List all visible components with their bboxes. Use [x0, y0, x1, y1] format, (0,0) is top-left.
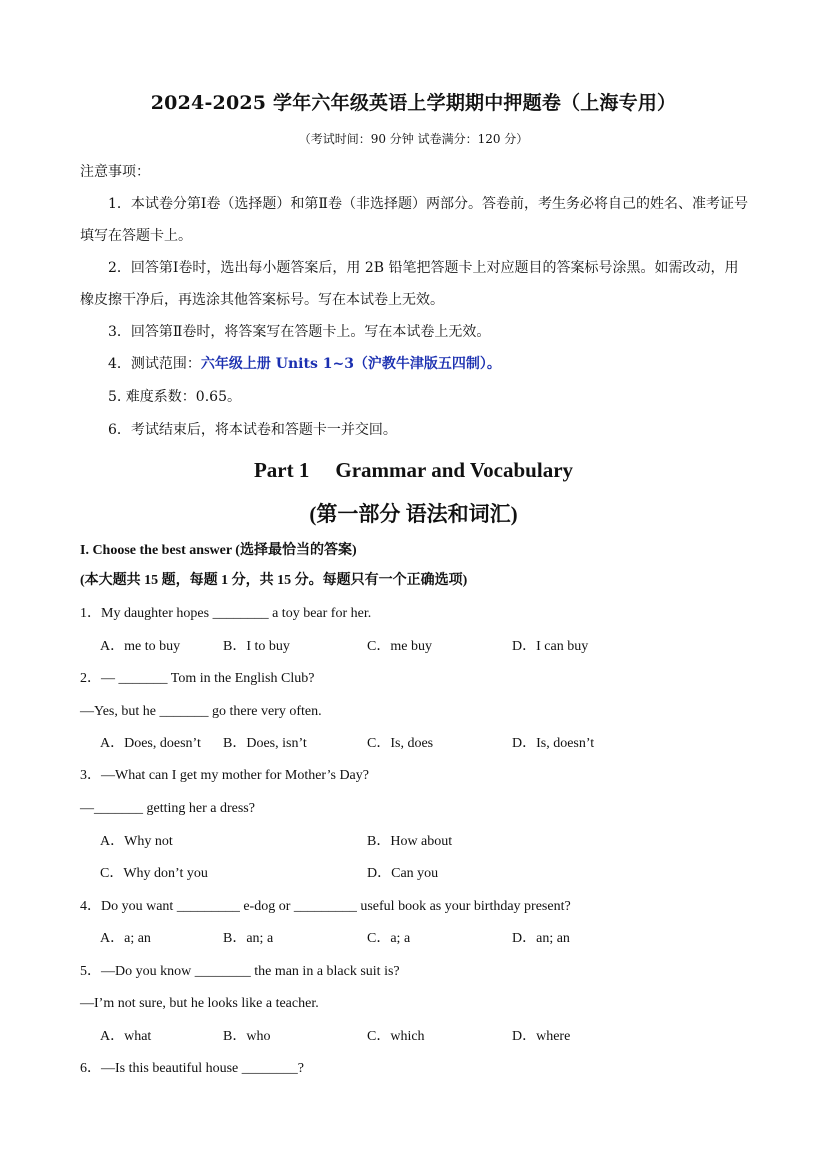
q5-option-b: B．who — [223, 1029, 271, 1044]
q3-option-d: D．Can you — [367, 866, 439, 881]
q1-option-b: B．I to buy — [223, 639, 290, 654]
q1-option-a: A．me to buy — [100, 639, 181, 654]
note-item-2: 2．回答第Ⅰ卷时，选出每小题答案后，用 2B 铅笔把答题卡上对应题目的答案标号涂黑。如需改动，用橡皮擦干净后，再选涂其他答案标号。写在本试卷上无效。 — [80, 260, 739, 308]
question-6: 6．—Is this beautiful house ________? — [80, 1061, 304, 1076]
exam-subtitle: （考试时间：90 分钟 试卷满分：120 分） — [298, 132, 529, 146]
question-1: 1．My daughter hopes ________ a toy bear for her. — [80, 606, 372, 621]
q4-option-d: D．an; an — [512, 931, 570, 946]
section-rule: (本大题共 15 题，每题 1 分，共 15 分。每题只有一个正确选项) — [80, 573, 468, 588]
section-heading: I. Choose the best answer (选择最恰当的答案) — [80, 543, 357, 558]
question-3-line-2: —_______ getting her a dress? — [80, 801, 255, 816]
q4-option-a: A．a; an — [100, 931, 151, 946]
note-item-4: 4．测试范围：六年级上册 Units 1~3（沪教牛津版五四制）。 — [108, 356, 501, 372]
q1-option-c: C．me buy — [367, 639, 432, 654]
question-5: 5．—Do you know ________ the man in a black suit is? — [80, 964, 400, 979]
q2-option-b: B．Does, isn’t — [223, 736, 307, 751]
q5-option-c: C．which — [367, 1029, 425, 1044]
question-2: 2．— _______ Tom in the English Club? — [80, 671, 315, 686]
exam-title: 2024-2025 学年六年级英语上学期期中押题卷（上海专用） — [150, 92, 677, 114]
q2-option-a: A．Does, doesn’t — [100, 736, 201, 751]
question-4: 4．Do you want _________ e-dog or _________ useful book as your birthday present? — [80, 899, 571, 914]
q3-option-c: C．Why don’t you — [100, 866, 208, 881]
note-item-6: 6．考试结束后，将本试卷和答题卡一并交回。 — [108, 422, 397, 438]
note-item-5: 5. 难度系数：0.65。 — [108, 389, 241, 405]
q2-option-c: C．Is, does — [367, 736, 434, 751]
part-heading: Part 1 Grammar and Vocabulary — [253, 458, 574, 482]
part-heading-cn: (第一部分 语法和词汇) — [309, 502, 518, 526]
question-2-line-2: —Yes, but he _______ go there very often. — [80, 704, 322, 719]
q4-option-b: B．an; a — [223, 931, 274, 946]
q5-option-d: D．where — [512, 1029, 571, 1044]
q5-option-a: A．what — [100, 1029, 152, 1044]
q3-option-b: B．How about — [367, 834, 453, 849]
note-item-1: 1．本试卷分第Ⅰ卷（选择题）和第Ⅱ卷（非选择题）两部分。答卷前，考生务必将自己的姓名、准考证号填写在答题卡上。 — [80, 196, 748, 244]
q3-option-a: A．Why not — [100, 834, 173, 849]
question-5-line-2: —I’m not sure, but he looks like a teacher. — [80, 996, 319, 1011]
test-scope: 六年级上册 Units 1~3（沪教牛津版五四制）。 — [200, 356, 501, 372]
q2-option-d: D．Is, doesn’t — [512, 736, 595, 751]
q1-option-d: D．I can buy — [512, 639, 589, 654]
note-item-3: 3．回答第Ⅱ卷时，将答案写在答题卡上。写在本试卷上无效。 — [108, 324, 491, 340]
notes-heading: 注意事项： — [80, 164, 150, 180]
q4-option-c: C．a; a — [367, 931, 411, 946]
question-3: 3．—What can I get my mother for Mother’s Day? — [80, 768, 369, 783]
